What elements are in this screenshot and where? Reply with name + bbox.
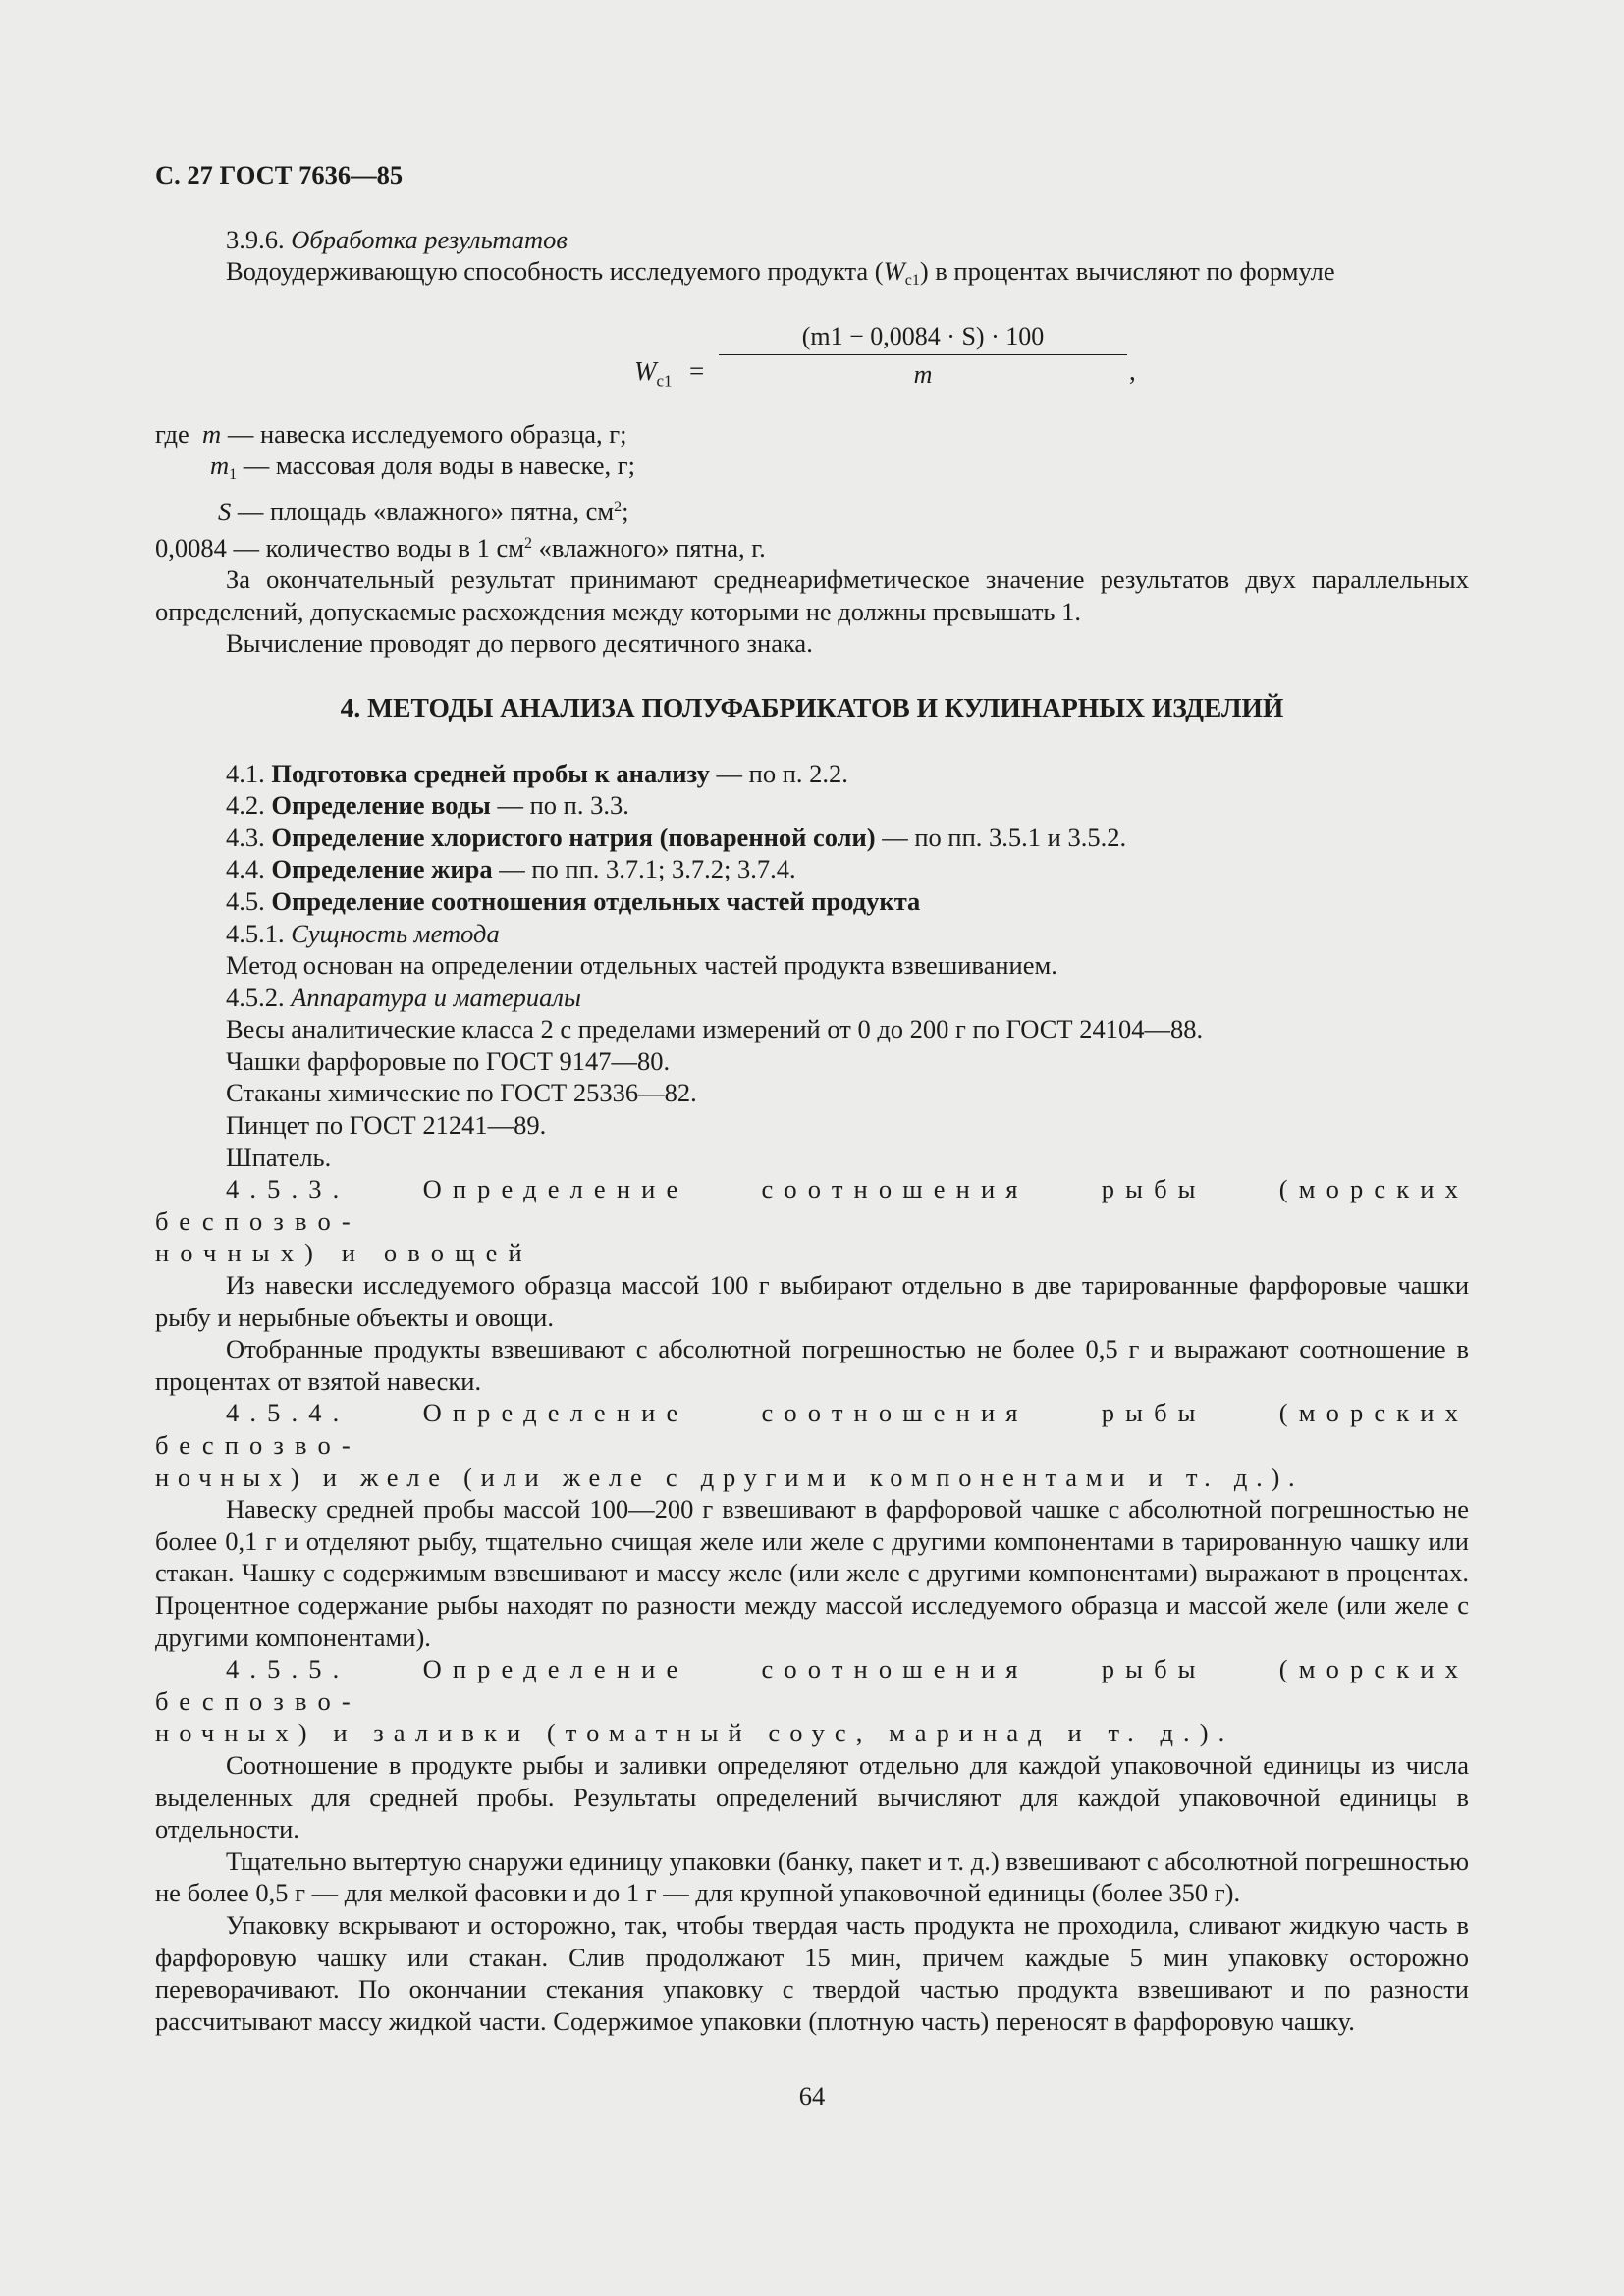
legend-s: S — площадь «влажного» пятна, $см^2$; [218, 496, 629, 526]
clause-4-5-5-heading-line1: 4.5.5. Определение соотношения рыбы (морских беспозво- [155, 1654, 1469, 1716]
clause-4-5-3-heading-line1: 4.5.3. Определение соотношения рыбы (морских беспозво- [155, 1174, 1469, 1236]
page-header: С. 27 ГОСТ 7636—85 [155, 160, 404, 189]
clause-4-5-4-heading-line1: 4.5.4. Определение соотношения рыбы (морских беспозво- [155, 1398, 1469, 1460]
clause-4-5-5-heading-line2: ночных) и заливки (томатный соус, маринад и т. д.). [155, 1718, 1235, 1748]
clause-4-5-3-p2: Отобранные продукты взвешивают с абсолютной погрешностью не более 0,5 г и выражают соотношение в процентах от взятой навески. [155, 1334, 1469, 1396]
equipment-item: Пинцет по ГОСТ 21241—89. [226, 1110, 547, 1141]
section-4-item: 4.5. Определение соотношения отдельных частей продукта [226, 885, 921, 916]
clause-4-5-5-p3: Упаковку вскрывают и осторожно, так, чтобы твердая часть продукта не проходила, сливают жидкую часть в фарфоровую чашку или стакан. Слив продолжают 15 мин, причем каждые 5 мин упаковку осторожно переворачивают. По окончании стекания упаковку с твердой частью продукта взвешивают и по разности рассчитывают массу жидкой части. Содержимое упаковки (плотную часть) переносят в фарфоровую чашку. [155, 1909, 1469, 2036]
clause-4-5-5-p1: Соотношение в продукте рыбы и заливки определяют отдельно для каждой упаковочной единицы из числа выделенных для средней пробы. Результаты определений вычисляют для каждой упаковочной единицы в отдельности. [155, 1749, 1469, 1844]
clause-4-5-1-text: Метод основан на определении отдельных частей продукта взвешиванием. [226, 950, 1057, 981]
section-4-item: 4.2. Определение воды — по п. 3.3. [226, 790, 629, 821]
clause-4-5-4-p1: Навеску средней пробы массой 100—200 г взвешивают в фарфоровой чашке с абсолютной погрешностью не более 0,1 г и отделяют рыбу, тщательно счищая желе или желе с другими компонентами в тарированную чашку или стакан. Чашку с содержимым взвешивают и массу желе (или желе с другими компонентами) выражают в процентах. Процентное содержание рыбы находят по разности между массой исследуемого образца и массой желе (или желе с другими компонентами). [155, 1494, 1469, 1652]
clause-4-5-4-heading-line2: ночных) и желе (или желе с другими компонентами и т. д.). [155, 1462, 1304, 1492]
precision-paragraph: Вычисление проводят до первого десятичного знака. [226, 628, 813, 659]
equipment-item: Шпатель. [226, 1142, 332, 1172]
formula-legend [155, 418, 1469, 563]
equipment-item: Чашки фарфоровые по ГОСТ 9147—80. [226, 1045, 671, 1076]
page-content [155, 159, 1469, 2037]
section-4-items [155, 758, 1469, 918]
equipment-list [155, 1013, 1469, 1173]
legend-m1: $m_1$ — массовая доля воды в навеске, г; [210, 451, 635, 484]
formula-wc1 [155, 309, 1469, 406]
formula-comma: , [1129, 355, 1136, 386]
section-4-item: 4.3. Определение хлористого натрия (поваренной соли) — по пп. 3.5.1 и 3.5.2. [226, 822, 1127, 852]
clause-4-5-1-heading: 4.5.1. Сущность метода [226, 918, 500, 948]
legend-0084: 0,0084 — количество воды в 1 $см^2$ «влажного» пятна, г. [155, 532, 766, 562]
section-4-item: 4.4. Определение жира — по пп. 3.7.1; 3.7.2; 3.7.4. [226, 854, 796, 884]
clause-4-5-3-p1: Из навески исследуемого образца массой 100 г выбирают отдельно в две тарированные фарфоровые чашки рыбу и нерыбные объекты и овощи. [155, 1270, 1469, 1332]
final-result-paragraph: За окончательный результат принимают среднеарифметическое значение результатов двух параллельных определений, допускаемые расхождения между которыми не должны превышать 1. [155, 564, 1469, 626]
equipment-item: Стаканы химические по ГОСТ 25336—82. [226, 1078, 697, 1108]
page-number: 64 [798, 2081, 826, 2110]
legend-m: где m — навеска исследуемого образца, г; [155, 418, 627, 449]
clause-4-5-3-heading-line2: ночных) и овощей [155, 1238, 533, 1268]
formula-denominator: m [913, 360, 933, 390]
equipment-item: Весы аналитические класса 2 с пределами измерений от 0 до 200 г по ГОСТ 24104—88. [226, 1014, 1204, 1044]
clause-4-5-2-heading: 4.5.2. Аппаратура и материалы [226, 982, 581, 1012]
formula-lhs: $W_{с1}$ [634, 355, 673, 391]
clause-3-9-6-text: Водоудерживающую способность исследуемого продукта $(W_{с1})$ в процентах вычисляют по формуле [226, 256, 1335, 290]
clause-4-5-5-p2: Тщательно вытертую снаружи единицу упаковки (банку, пакет и т. д.) взвешивают с абсолютной погрешностью не более 0,5 г — для мелкой фасовки и до 1 г — для крупной упаковочной единицы (более 350 г). [155, 1845, 1469, 1908]
formula-equals: = [689, 355, 705, 386]
formula-numerator: (m1 − 0,0084 · S) · 100 [719, 321, 1127, 356]
clause-3-9-6-heading: 3.9.6. Обработка результатов [226, 224, 568, 254]
formula-fraction [719, 321, 1127, 392]
section-4-item: 4.1. Подготовка средней пробы к анализу — по п. 2.2. [226, 758, 848, 788]
section-4-title: 4. МЕТОДЫ АНАЛИЗА ПОЛУФАБРИКАТОВ И КУЛИНАРНЫХ ИЗДЕЛИЙ [340, 691, 1284, 722]
